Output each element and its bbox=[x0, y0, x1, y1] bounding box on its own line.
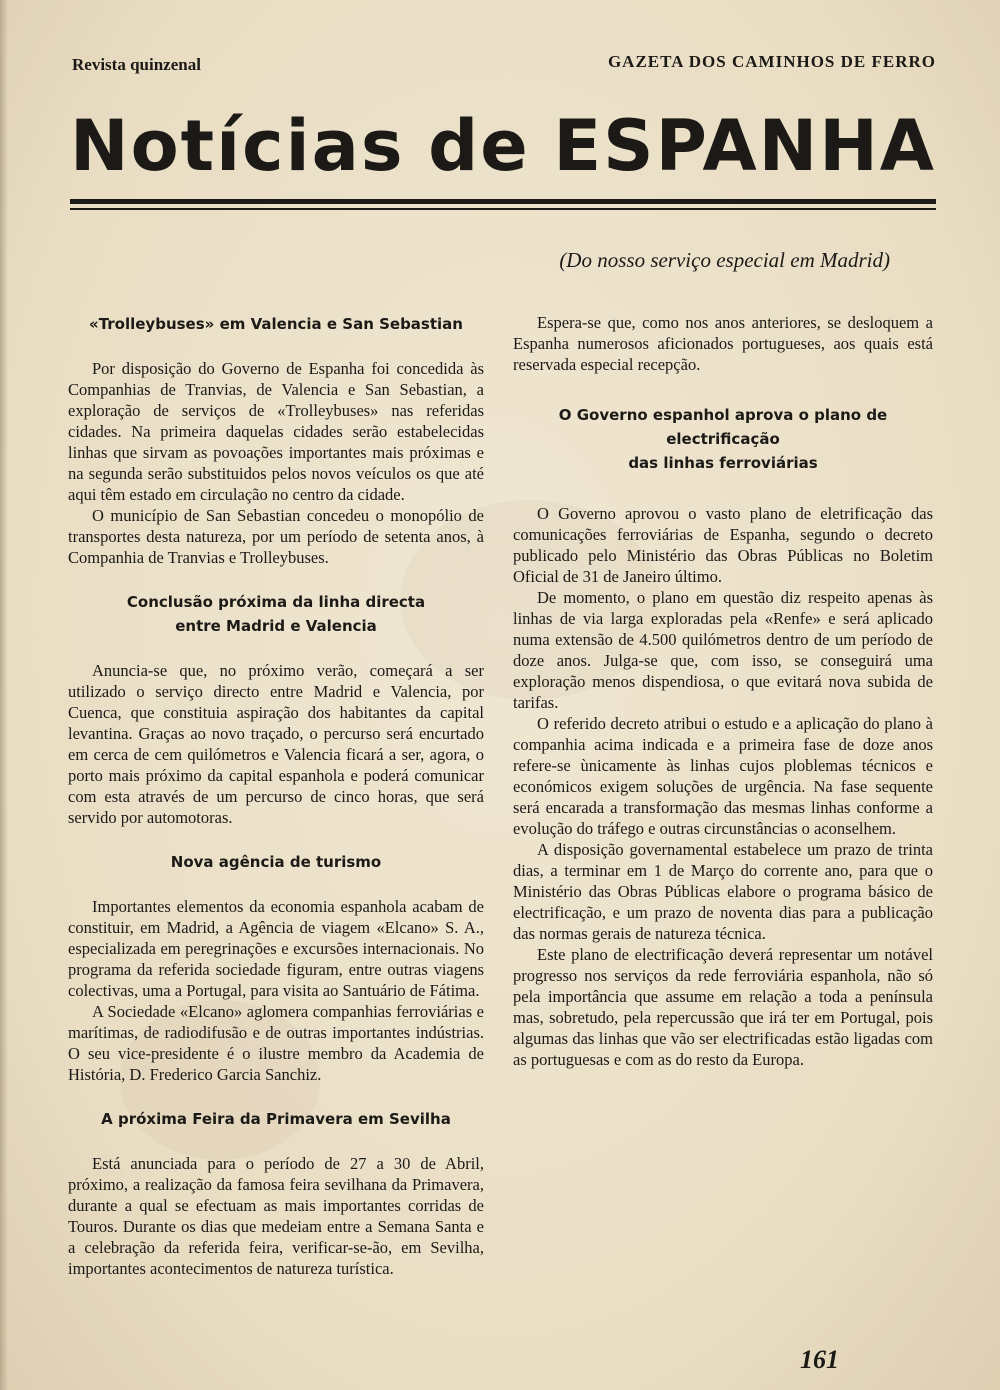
section-heading-turismo: Nova agência de turismo bbox=[170, 853, 382, 871]
paragraph: De momento, o plano em questão diz respeito apenas às linhas de via larga exploradas pela «Renfe» e será aplicado numa extensão de 4.500 quilómetros dentro de um período de doze anos. Julga-se que, com isso, se conseguirá uma exploração menos dispendiosa, o que evitará nova subida de tarifas. bbox=[513, 588, 933, 712]
paragraph: O município de San Sebastian concedeu o monopólio de transportes desta natureza, por um período de setenta anos, à Companhia de Tranvias e Trolleybuses. bbox=[68, 506, 484, 567]
paragraph: Anuncia-se que, no próximo verão, começará a ser utilizado o serviço directo entre Madrid e Valencia, por Cuenca, que constituia aspiração dos habitantes da capital levantina. Graças ao novo traçado, o percurso será encurtado em cerca de cem quilómetros e Valencia ficará a ser, agora, o porto mais próximo da capital espanhola e poderá comunicar com esta através de um percurso de cinco horas, que será servido por automotoras. bbox=[68, 661, 484, 827]
subtitle: (Do nosso serviço especial em Madrid) bbox=[559, 248, 890, 272]
title-word-espanha: ESPANHA bbox=[553, 105, 936, 187]
paragraph: Importantes elementos da economia espanhola acabam de constituir, em Madrid, a Agência de viagem «Elcano» S. A., especializada em peregrinações e excursões internacionais. No programa da referida sociedade figuram, entre outras viagens colectivas, uma a Portugal, para visita ao Santuário de Fátima. bbox=[68, 897, 484, 1000]
heading-line: Conclusão próxima da linha directa bbox=[126, 593, 426, 611]
heading-line: das linhas ferroviárias bbox=[628, 454, 818, 472]
header-publication-name: GAZETA DOS CAMINHOS DE FERRO bbox=[607, 52, 936, 71]
paragraph: O Governo aprovou o vasto plano de eletrificação das comunicações ferroviárias de Espanha, segundo o decreto publicado pelo Ministério das Obras Públicas no Boletim Oficial de 31 de Janeiro último. bbox=[513, 504, 933, 586]
heading-line: O Governo espanhol aprova o plano de electrificação bbox=[558, 406, 888, 448]
title-word-de: de bbox=[428, 105, 530, 187]
section-heading-madrid-valencia bbox=[68, 590, 484, 638]
page-number: 161 bbox=[800, 1345, 839, 1374]
paragraph: Está anunciada para o período de 27 a 30 de Abril, próximo, a realização da famosa feira sevilhana da Primavera, durante a qual se efectuam as mais importantes corridas de Touros. Durante os dias que medeiam entre a Semana Santa e a celebração da referida feira, verificar-se-ão, em Sevilha, importantes acontecimentos de natureza turística. bbox=[68, 1154, 484, 1278]
header-periodicity: Revista quinzenal bbox=[72, 55, 201, 74]
section-heading-electrificacao bbox=[513, 403, 933, 475]
section-heading-feira: A próxima Feira da Primavera em Sevilha bbox=[101, 1110, 451, 1128]
paragraph: Por disposição do Governo de Espanha foi concedida às Companhias de Tranvias, de Valencia e San Sebastian, a exploração de serviços de «Trolleybuses» nas referidas cidades. Na primeira daquelas cidades serão estabelecidas linhas que sirvam as povoações importantes mais próximas e na segunda serão substituidos pelos novos veículos os que até aqui têm estado em circulação no centro da cidade. bbox=[68, 359, 484, 504]
page-edge-shadow bbox=[0, 0, 8, 1390]
right-column bbox=[513, 312, 933, 1070]
paragraph: Espera-se que, como nos anos anteriores, se desloquem a Espanha numerosos aficionados portugueses, aos quais está reservada especial recepção. bbox=[513, 313, 933, 374]
paragraph: O referido decreto atribui o estudo e a aplicação do plano à companhia acima indicada e a primeira fase de doze anos refere-se ùnicamente às linhas cujos ploblemas técnicos e económicos exigem soluções de urgência. Na fase sequente será encarada a transformação das mesmas linhas conforme a evolução do tráfego e outras circunstâncias o aconselhem. bbox=[513, 714, 933, 838]
section-heading-trolleybuses: «Trolleybuses» em Valencia e San Sebastian bbox=[89, 315, 463, 333]
title-rule-thick bbox=[70, 199, 936, 204]
left-column bbox=[68, 312, 484, 1279]
title-word-noticias: Notícias bbox=[70, 105, 405, 187]
paragraph: A disposição governamental estabelece um prazo de trinta dias, a terminar em 1 de Março do corrente ano, para que o Ministério das Obras Públicas elabore o programa básico de electrificação, e um prazo de noventa dias para a publicação das normas gerais de natureza técnica. bbox=[513, 840, 933, 943]
paragraph: Este plano de electrificação deverá representar um notável progresso nos serviços da rede ferroviária espanhola, não só pela importância que assume em relação a toda a península mas, sobretudo, pela repercussão que irá ter em Portugal, pois algumas das linhas que vão ser electrificadas estão ligadas com as portuguesas e com as do resto da Europa. bbox=[513, 945, 933, 1069]
paragraph: A Sociedade «Elcano» aglomera companhias ferroviárias e marítimas, de radiodifusão e de outras importantes indústrias. O seu vice-presidente é o ilustre membro da Academia de História, D. Frederico Garcia Sanchiz. bbox=[68, 1002, 484, 1084]
page-title bbox=[70, 96, 936, 196]
heading-line: entre Madrid e Valencia bbox=[175, 617, 377, 635]
title-rule-thin bbox=[70, 208, 936, 210]
